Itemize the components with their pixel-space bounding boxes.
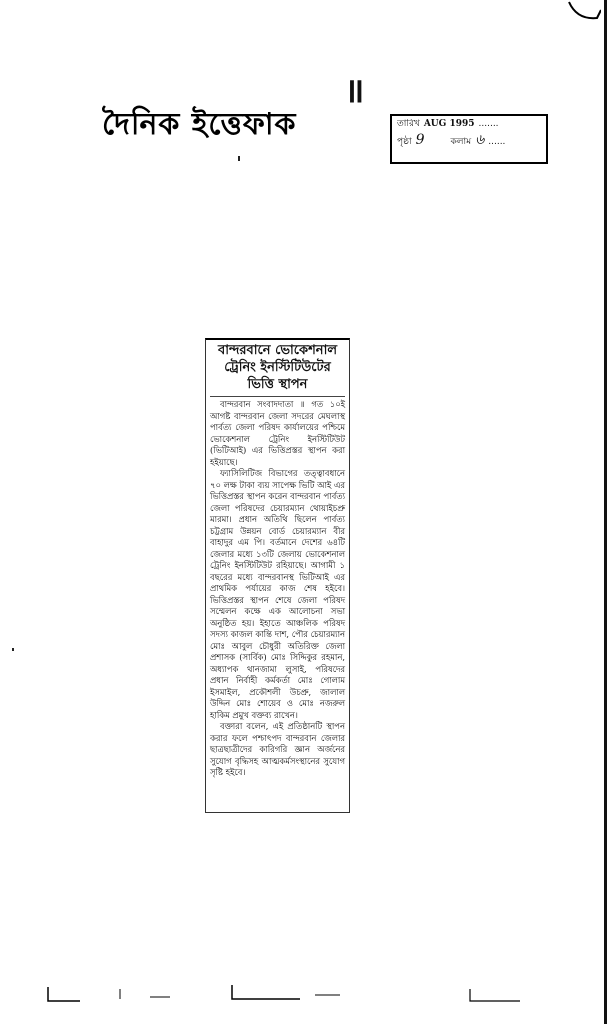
headline-line-1: বান্দরবানে ভোকেশনাল xyxy=(217,343,338,358)
stamp-date-row xyxy=(397,119,541,131)
news-clipping xyxy=(205,338,350,813)
article-paragraph-3: বক্তারা বলেন, এই প্রতিষ্ঠানটি স্থাপন করার ফলে পশ্চাৎপদ বান্দরবান জেলার ছাত্রছাত্রীদের কারিগরি জ্ঞান অর্জনের সুযোগ বৃদ্ধিসহ আত্মকর্মসংস্থানের সুযোগ সৃষ্টি হইবে। xyxy=(210,721,345,777)
headline-line-2: ট্রেনিং ইনস্টিটিউটের xyxy=(224,360,331,375)
stamp-page-row xyxy=(397,131,541,149)
newspaper-masthead: দৈনিক ইত্তেফাক xyxy=(102,107,297,142)
stamp-column-value: ৬ xyxy=(475,131,485,148)
stamp-page-value: 9 xyxy=(415,131,425,148)
scan-speck xyxy=(238,156,240,161)
stamp-column-label: কলাম xyxy=(450,136,472,147)
clipping-date-stamp xyxy=(390,114,548,164)
scan-bottom-marks xyxy=(0,985,607,1005)
stamp-page-label: পৃষ্ঠা xyxy=(397,136,412,147)
article-paragraph-2: ফ্যাসিলিটিজ বিভাগের তত্ত্বাবধানে ৭০ লক্ষ টাকা ব্যয় সাপেক্ষ ভিটি আই এর ভিত্তিপ্রস্তর স্থাপন করেন বান্দরবান পার্বত্য জেলা পরিষদের চেয়ারম্যান থোয়াইচপ্রু মারমা। প্রধান অতিথি ছিলেন পার্বত্য চট্টগ্রাম উন্নয়ন বোর্ড চেয়ারম্যান বীর বাহাদুর এম পি। বর্তমানে দেশের ৬৪টি জেলার মধ্যে ১৩টি জেলায় ভোকেশনাল ট্রেনিং ইনস্টিটিউট রহিয়াছে। আগামী ১ বছরের মধ্যে বান্দরবানস্থ ভিটিআই এর প্রাথমিক পর্যায়ের কাজ শেষ হইবে। ভিত্তিপ্রস্তর স্থাপন শেষে জেলা পরিষদ সম্মেলন কক্ষে এক আলোচনা সভা অনুষ্ঠিত হয়। ইহাতে আঞ্চলিক পরিষদ সদস্য কাজল কান্তি দাশ, পৌর চেয়ারম্যান মোঃ আবুল চৌধুরী অতিরিক্ত জেলা প্রশাসক (সার্বিক) মোঃ সিদ্দিকুর রহমান, অধ্যাপক থানজামা লুসাই, পরিষদের প্রধান নির্বাহী কর্মকর্তা মোঃ গোলাম ইসমাইল, প্রকৌশলী উচপ্রু, জালাল উদ্দিন মোঃ শোয়েব ও মোঃ নজরুল হাকিম প্রমুখ বক্তব্য রাখেন। xyxy=(210,468,345,720)
stamp-date-value: AUG 1995 xyxy=(423,119,475,129)
article-paragraph-1: বান্দরবান সংবাদদাতা ॥ গত ১০ই আগষ্ট বান্দরবান জেলা সদরের মেঘলাস্থ পার্বত্য জেলা পরিষদ কার্যালয়ের পশ্চিমে ভোকেশনাল ট্রেনিং ইনস্টিটিউট (ভিটিআই) এর ভিত্তিপ্রস্তর স্থাপন করা হইয়াছে। xyxy=(210,399,345,467)
tally-mark: ॥ xyxy=(344,71,367,111)
stamp-column-dots: ...... xyxy=(488,136,506,147)
stamp-date-label: তারিখ xyxy=(397,119,420,129)
scan-speck xyxy=(12,648,14,651)
stamp-date-dots: ....... xyxy=(478,119,499,129)
corner-fold-mark xyxy=(567,0,601,26)
article-headline xyxy=(210,342,345,397)
headline-line-3: ভিত্তি স্থাপন xyxy=(247,377,308,392)
